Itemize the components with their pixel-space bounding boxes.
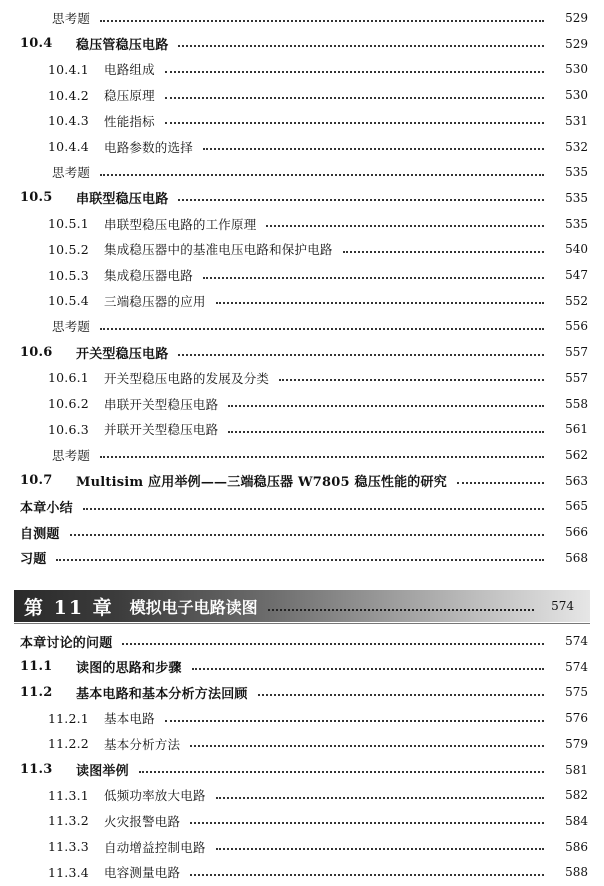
section-title: 自动增益控制电路 — [104, 839, 206, 855]
section-title: 电容测量电路 — [104, 865, 181, 881]
leader-dots — [100, 327, 544, 330]
leader-dots — [165, 719, 544, 722]
chapter-11-banner — [14, 590, 590, 622]
page-number: 535 — [565, 216, 588, 231]
section-title: 电路组成 — [104, 62, 155, 78]
toc-entry — [0, 519, 604, 545]
entry-label — [20, 471, 447, 491]
entry-label — [48, 138, 193, 156]
section-title: 稳压原理 — [104, 88, 155, 104]
leader-dots — [216, 847, 544, 850]
page-number: 535 — [565, 165, 588, 180]
toc-entry — [0, 185, 604, 211]
toc-entry — [0, 339, 604, 365]
leader-dots — [258, 693, 544, 696]
section-title: 基本分析方法 — [104, 736, 181, 752]
section-number: 11.3.2 — [48, 813, 89, 829]
page-number: 568 — [565, 550, 588, 565]
page-number: 557 — [565, 370, 588, 385]
section-number: 11.2.1 — [48, 710, 89, 726]
section-number: 10.6.2 — [48, 396, 89, 411]
section-title: 自测题 — [20, 526, 60, 542]
entry-label — [20, 497, 73, 516]
leader-dots — [203, 276, 544, 279]
leader-dots — [178, 353, 544, 356]
section-title: 火灾报警电路 — [104, 813, 181, 829]
section-number: 10.4 — [20, 36, 53, 52]
leader-dots — [190, 744, 544, 747]
section-title: 开关型稳压电路 — [76, 346, 169, 362]
entry-label — [48, 266, 193, 284]
leader-dots — [70, 533, 544, 536]
entry-label — [48, 215, 256, 233]
toc-entry — [0, 288, 604, 314]
chapter-divider — [14, 623, 590, 624]
section-title: 并联开关型稳压电路 — [104, 422, 219, 438]
page-number: 581 — [565, 762, 588, 777]
leader-dots — [165, 96, 544, 99]
page-number: 588 — [565, 865, 588, 880]
toc-entry — [0, 808, 604, 834]
leader-dots — [216, 301, 544, 304]
leader-dots — [343, 250, 544, 253]
toc-entry — [0, 782, 604, 808]
entry-label — [48, 786, 206, 804]
page-number: 552 — [565, 293, 588, 308]
entry-label — [48, 112, 155, 130]
page-number: 529 — [565, 36, 588, 51]
entry-label — [48, 812, 180, 830]
section-title: 开关型稳压电路的发展及分类 — [104, 370, 270, 386]
toc-entry — [0, 313, 604, 339]
entry-label — [48, 9, 90, 27]
leader-dots — [178, 44, 544, 47]
section-title: 串联型稳压电路 — [76, 192, 169, 208]
entry-label — [20, 632, 112, 651]
section-number: 11.2.2 — [48, 736, 89, 752]
section-number: 10.6 — [20, 344, 53, 360]
toc-entry — [0, 545, 604, 571]
section-number: 10.4.3 — [48, 113, 89, 129]
toc-entry — [0, 493, 604, 519]
section-title: 思考题 — [52, 165, 91, 181]
entry-label — [20, 548, 46, 567]
section-number: 10.5.4 — [48, 293, 89, 309]
page-number: 584 — [565, 813, 588, 828]
toc-entry — [0, 236, 604, 262]
leader-dots — [178, 198, 544, 201]
chapter-title: 模拟电子电路读图 — [129, 597, 258, 617]
entry-label — [48, 420, 218, 438]
leader-dots — [279, 378, 544, 381]
page-number: 565 — [565, 499, 588, 514]
toc-entry — [0, 468, 604, 494]
page-number: 566 — [565, 525, 588, 539]
leader-dots — [165, 121, 544, 124]
entry-label — [20, 188, 169, 208]
entry-label — [20, 34, 169, 54]
toc-entry — [0, 416, 604, 442]
leader-dots — [139, 770, 544, 773]
section-title: 基本电路和基本分析方法回顾 — [76, 686, 248, 702]
entry-label — [48, 86, 155, 104]
section-title: 串联开关型稳压电路 — [104, 396, 219, 412]
entry-label — [20, 683, 248, 702]
entry-label — [48, 317, 90, 335]
entry-label — [20, 523, 60, 542]
section-number: 10.5.3 — [48, 267, 89, 283]
entry-label — [48, 395, 218, 413]
toc-entry — [0, 679, 604, 705]
entry-label — [48, 863, 180, 881]
leader-dots — [190, 873, 544, 876]
leader-dots — [56, 558, 544, 561]
entry-label — [48, 735, 180, 753]
leader-dots — [228, 430, 544, 433]
section-number: 10.4.1 — [48, 61, 89, 77]
page-number: 535 — [565, 190, 588, 205]
page-number: 579 — [565, 736, 588, 751]
page-number: 530 — [565, 88, 588, 103]
entry-label — [20, 657, 182, 677]
page-number: 582 — [565, 788, 588, 803]
entry-label — [20, 343, 169, 362]
toc-entry — [0, 705, 604, 731]
page-number: 540 — [565, 242, 588, 257]
section-number: 10.6.1 — [48, 370, 89, 386]
toc-entry — [0, 365, 604, 391]
section-title: 集成稳压器中的基准电压电路和保护电路 — [104, 242, 333, 258]
section-number: 11.1 — [20, 659, 53, 675]
page-number: 529 — [565, 11, 588, 25]
section-title: 串联型稳压电路的工作原理 — [104, 216, 257, 232]
leader-dots — [100, 19, 544, 22]
section-number: 11.3 — [20, 762, 53, 777]
entry-label — [48, 838, 206, 856]
toc-entry — [0, 56, 604, 82]
leader-dots — [457, 481, 544, 484]
section-number: 10.6.3 — [48, 421, 89, 437]
section-number: 10.7 — [20, 473, 53, 489]
section-number: 11.3.4 — [48, 864, 89, 880]
leader-dots — [192, 667, 544, 670]
leader-dots — [216, 796, 544, 799]
leader-dots — [228, 404, 544, 407]
section-title: 三端稳压器的应用 — [104, 293, 206, 309]
toc-entry — [0, 654, 604, 680]
page-number: 547 — [565, 268, 588, 282]
section-title: 集成稳压器电路 — [104, 268, 193, 283]
toc-entry — [0, 159, 604, 185]
toc-entry — [0, 859, 604, 885]
page-number: 562 — [565, 447, 588, 462]
section-number: 10.4.2 — [48, 87, 89, 103]
toc-entry — [0, 134, 604, 160]
section-title: 本章小结 — [20, 500, 73, 516]
toc-entry — [0, 5, 604, 31]
toc-entry — [0, 391, 604, 417]
page-number: 561 — [565, 422, 588, 437]
leader-dots — [190, 821, 544, 824]
section-title: 读图的思路和步骤 — [76, 661, 182, 677]
entry-label — [20, 760, 129, 779]
page-number: 574 — [565, 659, 588, 674]
page-number: 532 — [565, 139, 588, 154]
section-title: 思考题 — [52, 319, 91, 335]
entry-label — [48, 292, 206, 310]
toc-entry — [0, 31, 604, 57]
section-number: 11.3.3 — [48, 839, 89, 855]
entry-label — [48, 446, 90, 464]
page-number: 558 — [565, 396, 588, 411]
leader-dots — [122, 642, 544, 645]
page-number: 531 — [565, 113, 588, 128]
leader-dots — [83, 507, 544, 510]
toc-entry — [0, 211, 604, 237]
section-number: 10.5.2 — [48, 241, 89, 257]
page-number: 530 — [565, 62, 588, 77]
toc-entry — [0, 834, 604, 860]
entry-label — [48, 369, 269, 387]
section-title: 性能指标 — [104, 113, 155, 129]
section-number: 11.2 — [20, 684, 53, 700]
toc-entry — [0, 262, 604, 288]
leader-dots — [165, 70, 544, 73]
page-number: 575 — [565, 685, 588, 700]
toc-entry — [0, 731, 604, 757]
toc-entry — [0, 628, 604, 654]
page-number: 557 — [565, 345, 588, 360]
page-number: 563 — [565, 473, 588, 488]
page-number: 556 — [565, 319, 588, 334]
section-title: 低频功率放大电路 — [104, 788, 206, 804]
leader-dots — [266, 224, 544, 227]
page-number: 576 — [565, 711, 588, 726]
section-title: 稳压管稳压电路 — [76, 38, 169, 54]
section-title: 习题 — [20, 552, 47, 568]
entry-label — [48, 709, 155, 727]
entry-label — [48, 163, 90, 181]
section-number: 10.4.4 — [48, 139, 89, 154]
toc-entry — [0, 108, 604, 134]
toc-entry — [0, 442, 604, 468]
section-title: 思考题 — [52, 11, 91, 26]
section-title: 本章讨论的问题 — [20, 635, 113, 651]
leader-dots — [268, 608, 534, 611]
leader-dots — [100, 173, 544, 176]
section-title: 读图举例 — [76, 764, 129, 779]
page-number: 586 — [565, 839, 588, 854]
section-title: 电路参数的选择 — [104, 139, 193, 155]
section-title: 基本电路 — [104, 711, 155, 727]
section-number: 11.3.1 — [48, 787, 89, 803]
section-number: 10.5 — [20, 190, 53, 206]
entry-label — [48, 240, 333, 258]
page-number: 574 — [565, 634, 588, 648]
toc-entry — [0, 82, 604, 108]
chapter-number: 第 11 章 — [24, 596, 114, 619]
section-number: 10.5.1 — [48, 216, 89, 232]
section-title: 思考题 — [52, 447, 91, 463]
section-title: Multisim 应用举例——三端稳压器 W7805 稳压性能的研究 — [76, 475, 447, 491]
leader-dots — [203, 147, 544, 150]
chapter-page-number: 574 — [551, 599, 574, 613]
leader-dots — [100, 455, 544, 458]
entry-label — [48, 60, 155, 78]
toc-entry — [0, 757, 604, 783]
